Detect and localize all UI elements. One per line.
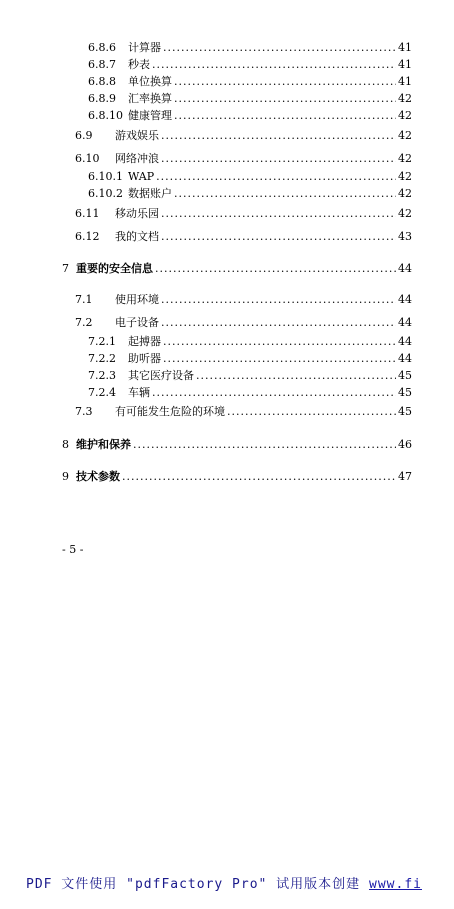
toc-entry-number: 9 (62, 470, 69, 483)
toc-entry-page: 46 (398, 438, 412, 451)
toc-entry-page: 41 (398, 75, 412, 88)
toc-entry-number: 6.10.2 (88, 187, 123, 200)
toc-leader-dots (174, 75, 396, 89)
toc-entry-title: 使用环境 (115, 293, 159, 306)
toc-entry-number: 8 (62, 438, 69, 451)
toc-entry-title: 计算器 (128, 41, 161, 54)
toc-entry-number: 6.10.1 (88, 170, 123, 183)
toc-entry-title: 其它医疗设备 (128, 369, 194, 382)
toc-entry-title: 起搏器 (128, 335, 161, 348)
toc-entry[interactable] (88, 75, 412, 89)
toc-entry-page: 47 (398, 470, 412, 483)
toc-entry-page: 45 (398, 386, 412, 399)
toc-entry[interactable] (88, 109, 412, 123)
toc-entry-page: 44 (398, 352, 412, 365)
toc-entry[interactable] (75, 152, 412, 166)
toc-entry-number: 7.2.3 (88, 369, 116, 382)
toc-entry-page: 42 (398, 92, 412, 105)
toc-entry[interactable] (88, 369, 412, 383)
toc-leader-dots (196, 369, 396, 383)
toc-entry-title: 数据账户 (128, 187, 172, 200)
toc-entry-number: 7.2.1 (88, 335, 116, 348)
toc-entry-page: 44 (398, 335, 412, 348)
toc-entry[interactable] (88, 386, 412, 400)
toc-entry-page: 44 (398, 293, 412, 306)
toc-entry[interactable] (75, 316, 412, 330)
toc-leader-dots (156, 170, 396, 184)
toc-entry-number: 7.2.2 (88, 352, 116, 365)
toc-chapter-entry[interactable] (62, 438, 412, 452)
page-number: - 5 - (62, 543, 84, 556)
toc-entry-title: 维护和保养 (76, 438, 131, 451)
toc-leader-dots (174, 109, 396, 123)
toc-entry-title: 单位换算 (128, 75, 172, 88)
toc-leader-dots (163, 41, 396, 55)
toc-entry-number: 7.2 (75, 316, 93, 329)
toc-leader-dots (161, 207, 396, 221)
toc-entry-number: 6.8.9 (88, 92, 116, 105)
toc-leader-dots (152, 386, 396, 400)
toc-leader-dots (227, 405, 396, 419)
toc-entry-number: 6.8.7 (88, 58, 116, 71)
toc-entry-page: 42 (398, 129, 412, 142)
toc-entry[interactable] (88, 58, 412, 72)
toc-entry-number: 6.8.6 (88, 41, 116, 54)
toc-entry-title: 游戏娱乐 (115, 129, 159, 142)
toc-entry-title: 汇率换算 (128, 92, 172, 105)
toc-entry-number: 7.2.4 (88, 386, 116, 399)
toc-entry-title: 秒表 (128, 58, 150, 71)
toc-entry-number: 7.1 (75, 293, 93, 306)
toc-leader-dots (161, 230, 396, 244)
toc-entry-title: WAP (128, 170, 155, 183)
toc-entry-number: 6.8.10 (88, 109, 123, 122)
toc-entry[interactable] (75, 207, 412, 221)
toc-entry[interactable] (88, 335, 412, 349)
toc-entry[interactable] (75, 230, 412, 244)
toc-leader-dots (161, 129, 396, 143)
toc-entry-page: 43 (398, 230, 412, 243)
toc-entry-page: 45 (398, 369, 412, 382)
toc-entry-title: 移动乐园 (115, 207, 159, 220)
toc-chapter-entry[interactable] (62, 262, 412, 276)
toc-entry[interactable] (75, 129, 412, 143)
toc-entry-page: 44 (398, 262, 412, 275)
toc-entry-page: 42 (398, 207, 412, 220)
toc-leader-dots (152, 58, 396, 72)
toc-leader-dots (174, 187, 396, 201)
toc-entry[interactable] (88, 41, 412, 55)
toc-entry-number: 7 (62, 262, 69, 275)
toc-entry-page: 45 (398, 405, 412, 418)
toc-entry-page: 41 (398, 41, 412, 54)
toc-entry[interactable] (75, 405, 412, 419)
toc-entry[interactable] (88, 352, 412, 366)
toc-entry[interactable] (88, 187, 412, 201)
pdffactory-watermark (26, 876, 454, 894)
toc-chapter-entry[interactable] (62, 470, 412, 484)
toc-entry-number: 6.12 (75, 230, 100, 243)
toc-entry-title: 电子设备 (115, 316, 159, 329)
toc-leader-dots (163, 352, 396, 366)
watermark-text: PDF 文件使用 "pdfFactory Pro" 试用版本创建 (26, 877, 370, 892)
toc-entry-page: 42 (398, 187, 412, 200)
toc-entry-number: 6.10 (75, 152, 100, 165)
toc-leader-dots (163, 335, 396, 349)
toc-leader-dots (133, 438, 396, 452)
toc-entry-number: 6.8.8 (88, 75, 116, 88)
toc-entry-number: 7.3 (75, 405, 93, 418)
toc-entry-title: 车辆 (128, 386, 150, 399)
toc-leader-dots (155, 262, 396, 276)
toc-entry-number: 6.9 (75, 129, 93, 142)
toc-entry-page: 44 (398, 316, 412, 329)
toc-entry-page: 42 (398, 152, 412, 165)
toc-entry-title: 我的文档 (115, 230, 159, 243)
toc-leader-dots (174, 92, 396, 106)
toc-entry-title: 技术参数 (76, 470, 120, 483)
toc-entry-title: 网络冲浪 (115, 152, 159, 165)
toc-entry[interactable] (88, 170, 412, 184)
toc-entry[interactable] (75, 293, 412, 307)
toc-leader-dots (161, 293, 396, 307)
toc-entry-title: 有可能发生危险的环境 (115, 405, 225, 418)
toc-entry-page: 42 (398, 170, 412, 183)
toc-entry-page: 42 (398, 109, 412, 122)
toc-leader-dots (161, 316, 396, 330)
toc-entry-page: 41 (398, 58, 412, 71)
toc-leader-dots (122, 470, 396, 484)
toc-entry-number: 6.11 (75, 207, 100, 220)
watermark-link[interactable]: www.fi (369, 877, 422, 892)
toc-entry-title: 健康管理 (128, 109, 172, 122)
toc-entry[interactable] (88, 92, 412, 106)
toc-entry-title: 助听器 (128, 352, 161, 365)
toc-leader-dots (161, 152, 396, 166)
toc-entry-title: 重要的安全信息 (76, 262, 153, 275)
